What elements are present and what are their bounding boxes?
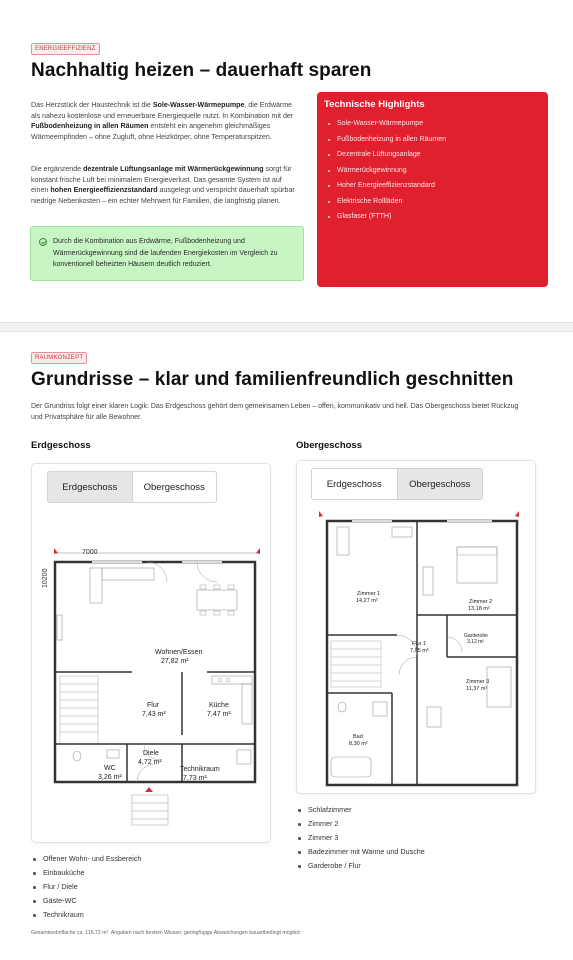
eg-room-wohnen: Wohnen/Essen bbox=[155, 649, 203, 656]
rooms-title: Grundrisse – klar und familienfreundlich geschnitten bbox=[31, 369, 514, 390]
eg-feature-item: Offener Wohn- und Essbereich bbox=[31, 854, 141, 868]
highlight-item: Glasfaser (FTTH) bbox=[328, 212, 446, 228]
tab-erdgeschoss[interactable]: Erdgeschoss bbox=[48, 472, 132, 502]
og-floor-plan bbox=[297, 507, 535, 793]
og-room-flur: Flur 1 bbox=[412, 641, 427, 647]
eg-room-kueche: Küche bbox=[209, 702, 229, 709]
eg-feature-item: Gäste-WC bbox=[31, 896, 141, 910]
eg-room-kueche-area: 7,47 m² bbox=[207, 711, 231, 718]
og-floor-switch bbox=[311, 468, 483, 500]
eg-room-technik-area: 7,73 m² bbox=[183, 775, 207, 782]
rooms-tag: RAUMKONZEPT bbox=[31, 352, 87, 364]
eg-feature-item: Technikraum bbox=[31, 910, 141, 924]
og-room-gard-area: 3,12 m² bbox=[467, 639, 484, 645]
eg-room-diele: Diele bbox=[143, 750, 159, 757]
og-feature-item: Badezimmer mit Wanne und Dusche bbox=[296, 847, 425, 861]
footnote: Gesamtwohnfläche ca. 115,72 m². Angaben nach bestem Wissen; geringfügige Abweichungen bauartbedingt möglich bbox=[31, 930, 301, 936]
rooms-intro: Der Grundriss folgt einer klaren Logik: Das Erdgeschoss gehört dem gemeinsamen Leben – offen, kommunikativ und hell. Das Obergeschoss bietet Rückzug und Privatsphäre für alle Bewohner. bbox=[31, 403, 519, 421]
eg-height-dimension: 10200 bbox=[42, 568, 49, 588]
eg-room-technik: Technikraum bbox=[180, 766, 220, 773]
highlights-list bbox=[328, 119, 446, 228]
og-room-z2-area: 13,18 m² bbox=[468, 606, 490, 612]
highlight-item: Wärmerückgewinnung bbox=[328, 166, 446, 182]
energy-title: Nachhaltig heizen – dauerhaft sparen bbox=[31, 60, 372, 81]
eg-room-wohnen-area: 27,82 m² bbox=[161, 658, 189, 665]
callout-text: Durch die Kombination aus Erdwärme, Fußbodenheizung und Wärmerückgewinnung sind die laufenden Energiekosten im Vergleich zu konventionell beheizten Häusern deutlich reduziert. bbox=[53, 238, 278, 269]
highlight-item: Dezentrale Lüftungsanlage bbox=[328, 150, 446, 166]
og-room-z3: Zimmer 3 bbox=[466, 679, 490, 685]
tab-obergeschoss[interactable]: Obergeschoss bbox=[397, 469, 483, 499]
eg-room-wc: WC bbox=[104, 765, 116, 772]
energy-paragraph-1: Das Herzstück der Haustechnik ist die Sole-Wasser-Wärmepumpe, die Erdwärme als nahezu kostenlose und erneuerbare Energiequelle nutzt. In Kombination mit der Fußbodenheizung in allen Räumen entsteht ein angenehm gleichmäßiges Wärmeempfinden – ohne Zugluft, ohne Heizkörper, ohne Temperaturspitzen. bbox=[31, 101, 294, 141]
eg-heading: Erdgeschoss bbox=[31, 440, 91, 451]
og-feature-item: Zimmer 3 bbox=[296, 833, 425, 847]
og-room-z3-area: 11,37 m² bbox=[466, 686, 488, 692]
check-circle-icon bbox=[39, 238, 47, 246]
eg-feature-item: Flur / Diele bbox=[31, 882, 141, 896]
og-room-bad-area: 8,30 m² bbox=[349, 741, 368, 747]
eg-width-dimension: 7000 bbox=[82, 549, 98, 556]
eg-feature-list bbox=[31, 854, 141, 924]
eg-room-flur-area: 7,43 m² bbox=[142, 711, 166, 718]
rooms-section bbox=[0, 331, 573, 960]
eg-room-diele-area: 4,72 m² bbox=[138, 759, 162, 766]
og-room-z1: Zimmer 1 bbox=[357, 591, 381, 597]
highlight-item: Sole-Wasser-Wärmepumpe bbox=[328, 119, 446, 135]
highlight-item: Elektrische Rollläden bbox=[328, 197, 446, 213]
energy-section bbox=[0, 0, 573, 323]
highlight-item: Fußbodenheizung in allen Räumen bbox=[328, 135, 446, 151]
og-feature-item: Garderobe / Flur bbox=[296, 861, 425, 875]
technical-highlights-panel bbox=[317, 92, 548, 287]
og-room-z1-area: 14,27 m² bbox=[356, 598, 378, 604]
energy-paragraph-2: Die ergänzende dezentrale Lüftungsanlage mit Wärmerückgewinnung sorgt für konstant frische Luft bei minimalem Energieverlust. Das gesamte System ist auf einen hohen Energieeffizienzstandard ausgelegt und verspricht dauerhaft spürbar niedrige Nebenkosten – ein echter Mehrwert für Familien, die langfristig planen. bbox=[31, 165, 295, 205]
highlight-item: Hoher Energieeffizienzstandard bbox=[328, 181, 446, 197]
savings-callout bbox=[30, 226, 304, 281]
eg-floor-plan bbox=[32, 510, 270, 842]
eg-room-flur: Flur bbox=[147, 702, 160, 709]
eg-room-wc-area: 3,26 m² bbox=[98, 774, 122, 781]
og-room-z2: Zimmer 2 bbox=[469, 599, 493, 605]
eg-feature-item: Einbauküche bbox=[31, 868, 141, 882]
og-room-gard: Garderobe bbox=[464, 633, 488, 639]
tab-obergeschoss[interactable]: Obergeschoss bbox=[132, 472, 217, 502]
og-room-bad: Bad bbox=[353, 734, 363, 740]
og-feature-list bbox=[296, 805, 425, 875]
og-room-flur-area: 7,05 m² bbox=[410, 648, 429, 654]
eg-plan-card bbox=[31, 463, 271, 843]
og-feature-item: Zimmer 2 bbox=[296, 819, 425, 833]
og-feature-item: Schlafzimmer bbox=[296, 805, 425, 819]
og-plan-card bbox=[296, 460, 536, 794]
eg-floor-switch bbox=[47, 471, 217, 503]
energy-tag: ENERGIEEFFIZIENZ bbox=[31, 43, 100, 55]
tab-erdgeschoss[interactable]: Erdgeschoss bbox=[326, 478, 382, 490]
highlights-title: Technische Highlights bbox=[324, 99, 425, 110]
og-heading: Obergeschoss bbox=[296, 440, 362, 451]
